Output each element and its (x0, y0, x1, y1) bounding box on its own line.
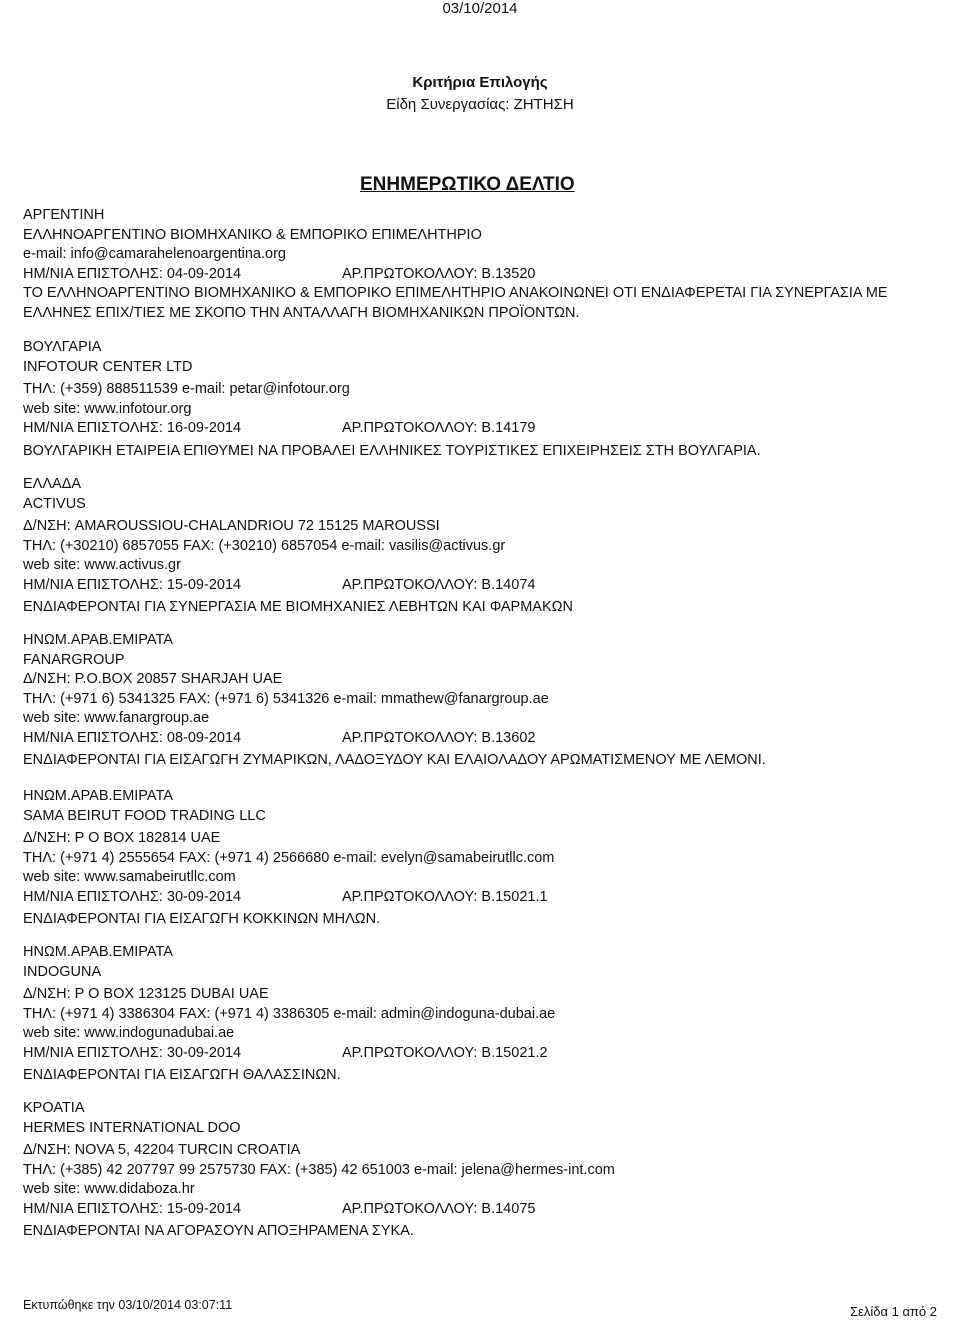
entry-website: web site: www.infotour.org (23, 400, 192, 417)
entry-description: ΤΟ ΕΛΛΗΝΟΑΡΓΕΝΤΙΝΟ ΒΙΟΜΗΧΑΝΙΚΟ & ΕΜΠΟΡΙΚΟ ΕΠΙΜΕΛΗΤΗΡΙΟ ΑΝΑΚΟΙΝΩΝΕΙ ΟΤΙ ΕΝΔΙΑΦΕΡΕΤΑΙ ΓΙΑ ΣΥΝΕΡΓΑΣΙΑ ΜΕ ΕΛΛΗΝΕΣ ΕΠΙΧ/ΤΙΕΣ ΜΕ ΣΚΟΠΟ ΤΗΝ ΑΝΤΑΛΛΑΓΗ ΒΙΟΜΗΧΑΝΙΚΩΝ ΠΡΟΪΟΝΤΩΝ. (23, 285, 888, 321)
entry-date-row (23, 1200, 938, 1220)
entry-date-row (23, 888, 938, 908)
entry-website: web site: www.fanargroup.ae (23, 710, 210, 726)
entry-country: ΗΝΩΜ.ΑΡΑΒ.ΕΜΙΡΑΤΑ (23, 632, 173, 648)
header-date: 03/10/2014 (442, 0, 518, 17)
entry-address: Δ/ΝΣΗ: P O BOX 123125 DUBAI UAE (23, 986, 269, 1002)
entry-croatia (23, 1099, 938, 1242)
entry-description: ΕΝΔΙΑΦΕΡΟΝΤΑΙ ΝΑ ΑΓΟΡΑΣΟΥΝ ΑΠΟΞΗΡΑΜΕΝΑ ΣΥΚΑ. (23, 1223, 414, 1239)
entry-protocol: ΑΡ.ΠΡΩΤΟΚΟΛΛΟΥ: Β.14075 (342, 1200, 536, 1217)
entry-website: web site: www.samabeirutllc.com (23, 869, 236, 885)
entry-description: ΒΟΥΛΓΑΡΙΚΗ ΕΤΑΙΡΕΙΑ ΕΠΙΘΥΜΕΙ ΝΑ ΠΡΟΒΑΛΕΙ ΕΛΛΗΝΙΚΕΣ ΤΟΥΡΙΣΤΙΚΕΣ ΕΠΙΧΕΙΡΗΣΕΙΣ ΣΤΗ ΒΟΥΛΓΑΡΙΑ. (23, 442, 761, 459)
entry-protocol: ΑΡ.ΠΡΩΤΟΚΟΛΛΟΥ: Β.15021.1 (342, 888, 548, 905)
entry-contact: ΤΗΛ: (+359) 888511539 e-mail: petar@infotour.org (23, 381, 350, 397)
entry-country: ΗΝΩΜ.ΑΡΑΒ.ΕΜΙΡΑΤΑ (23, 944, 173, 960)
entry-description: ΕΝΔΙΑΦΕΡΟΝΤΑΙ ΓΙΑ ΕΙΣΑΓΩΓΗ ΚΟΚΚΙΝΩΝ ΜΗΛΩΝ. (23, 911, 381, 927)
entry-letter-date: ΗΜ/ΝΙΑ ΕΠΙΣΤΟΛΗΣ: 04-09-2014 (23, 265, 242, 282)
entry-uae-fanargroup (23, 631, 938, 771)
entry-website: web site: www.didaboza.hr (23, 1181, 195, 1197)
entry-company: ACTIVUS (23, 495, 86, 512)
entry-argentina (23, 206, 938, 323)
entry-company: INFOTOUR CENTER LTD (23, 358, 193, 375)
entry-country: ΒΟΥΛΓΑΡΙΑ (23, 339, 102, 355)
entry-letter-date: ΗΜ/ΝΙΑ ΕΠΙΣΤΟΛΗΣ: 15-09-2014 (23, 576, 242, 593)
entry-bulgaria (23, 338, 938, 461)
entry-protocol: ΑΡ.ΠΡΩΤΟΚΟΛΛΟΥ: Β.13520 (342, 265, 536, 282)
entry-address: Δ/ΝΣΗ: AMAROUSSIOU-CHALANDRIOU 72 15125 MAROUSSI (23, 518, 440, 534)
entry-date-row (23, 265, 938, 285)
entry-contact: ΤΗΛ: (+971 4) 2555654 FAX: (+971 4) 2566680 e-mail: evelyn@samabeirutllc.com (23, 849, 555, 866)
entry-email: e-mail: info@camarahelenoargentina.org (23, 246, 286, 262)
entry-contact: ΤΗΛ: (+30210) 6857055 FAX: (+30210) 6857054 e-mail: vasilis@activus.gr (23, 537, 506, 554)
entry-letter-date: ΗΜ/ΝΙΑ ΕΠΙΣΤΟΛΗΣ: 16-09-2014 (23, 420, 242, 436)
entry-company: INDOGUNA (23, 963, 102, 980)
entry-description: ΕΝΔΙΑΦΕΡΟΝΤΑΙ ΓΙΑ ΕΙΣΑΓΩΓΗ ΖΥΜΑΡΙΚΩΝ, ΛΑΔΟΞΥΔΟΥ ΚΑΙ ΕΛΑΙΟΛΑΔΟΥ ΑΡΩΜΑΤΙΣΜΕΝΟΥ ΜΕ ΛΕΜΟΝΙ. (23, 752, 766, 768)
entry-website: web site: www.activus.gr (23, 557, 181, 573)
entry-greece (23, 475, 938, 618)
entry-country: ΚΡΟΑΤΙΑ (23, 1100, 85, 1116)
criteria-title: Κριτήρια Επιλογής (412, 74, 548, 91)
entry-contact: ΤΗΛ: (+971 6) 5341325 FAX: (+971 6) 5341326 e-mail: mmathew@fanargroup.ae (23, 690, 549, 707)
entry-company: ΕΛΛΗΝΟΑΡΓΕΝΤΙΝΟ ΒΙΟΜΗΧΑΝΙΚΟ & ΕΜΠΟΡΙΚΟ ΕΠΙΜΕΛΗΤΗΡΙΟ (23, 226, 482, 243)
entry-country: ΗΝΩΜ.ΑΡΑΒ.ΕΜΙΡΑΤΑ (23, 788, 173, 804)
entry-letter-date: ΗΜ/ΝΙΑ ΕΠΙΣΤΟΛΗΣ: 15-09-2014 (23, 1200, 242, 1217)
entry-website: web site: www.indogunadubai.ae (23, 1025, 235, 1041)
entry-description: ΕΝΔΙΑΦΕΡΟΝΤΑΙ ΓΙΑ ΕΙΣΑΓΩΓΗ ΘΑΛΑΣΣΙΝΩΝ. (23, 1067, 341, 1083)
entry-date-row (23, 576, 938, 596)
entry-company: FANARGROUP (23, 651, 125, 668)
criteria-subtitle: Είδη Συνεργασίας: ΖΗΤΗΣΗ (386, 96, 574, 113)
entry-protocol: ΑΡ.ΠΡΩΤΟΚΟΛΛΟΥ: Β.14074 (342, 576, 536, 593)
entry-address: Δ/ΝΣΗ: NOVA 5, 42204 TURCIN CROATIA (23, 1142, 301, 1158)
entry-country: ΑΡΓΕΝΤΙΝΗ (23, 207, 105, 223)
entry-protocol: ΑΡ.ΠΡΩΤΟΚΟΛΛΟΥ: Β.14179 (342, 420, 536, 436)
entry-date-row (23, 729, 938, 749)
entry-address: Δ/ΝΣΗ: P.O.BOX 20857 SHARJAH UAE (23, 671, 283, 687)
entry-protocol: ΑΡ.ΠΡΩΤΟΚΟΛΛΟΥ: Β.13602 (342, 729, 536, 746)
bulletin-title: ΕΝΗΜΕΡΩΤΙΚΟ ΔΕΛΤΙΟ (360, 174, 575, 195)
entry-date-row (23, 419, 938, 439)
entry-uae-sama-beirut (23, 787, 938, 930)
footer-printed: Εκτυπώθηκε την 03/10/2014 03:07:11 (23, 1298, 233, 1312)
entry-uae-indoguna (23, 943, 938, 1086)
entry-contact: ΤΗΛ: (+971 4) 3386304 FAX: (+971 4) 3386305 e-mail: admin@indoguna-dubai.ae (23, 1005, 556, 1022)
entry-protocol: ΑΡ.ΠΡΩΤΟΚΟΛΛΟΥ: Β.15021.2 (342, 1044, 548, 1061)
entry-address: Δ/ΝΣΗ: P O BOX 182814 UAE (23, 830, 221, 846)
entry-date-row (23, 1044, 938, 1064)
footer-page-number: Σελίδα 1 από 2 (850, 1304, 937, 1319)
entry-country: ΕΛΛΑΔΑ (23, 476, 82, 492)
entry-letter-date: ΗΜ/ΝΙΑ ΕΠΙΣΤΟΛΗΣ: 08-09-2014 (23, 729, 242, 746)
entry-company: HERMES INTERNATIONAL DOO (23, 1119, 241, 1136)
entry-letter-date: ΗΜ/ΝΙΑ ΕΠΙΣΤΟΛΗΣ: 30-09-2014 (23, 1044, 242, 1061)
entry-description: ΕΝΔΙΑΦΕΡΟΝΤΑΙ ΓΙΑ ΣΥΝΕΡΓΑΣΙΑ ΜΕ ΒΙΟΜΗΧΑΝΙΕΣ ΛΕΒΗΤΩΝ ΚΑΙ ΦΑΡΜΑΚΩΝ (23, 599, 573, 615)
entry-letter-date: ΗΜ/ΝΙΑ ΕΠΙΣΤΟΛΗΣ: 30-09-2014 (23, 888, 242, 905)
entry-company: SAMA BEIRUT FOOD TRADING LLC (23, 807, 266, 824)
entry-contact: ΤΗΛ: (+385) 42 207797 99 2575730 FAX: (+385) 42 651003 e-mail: jelena@hermes-int.com (23, 1161, 615, 1178)
